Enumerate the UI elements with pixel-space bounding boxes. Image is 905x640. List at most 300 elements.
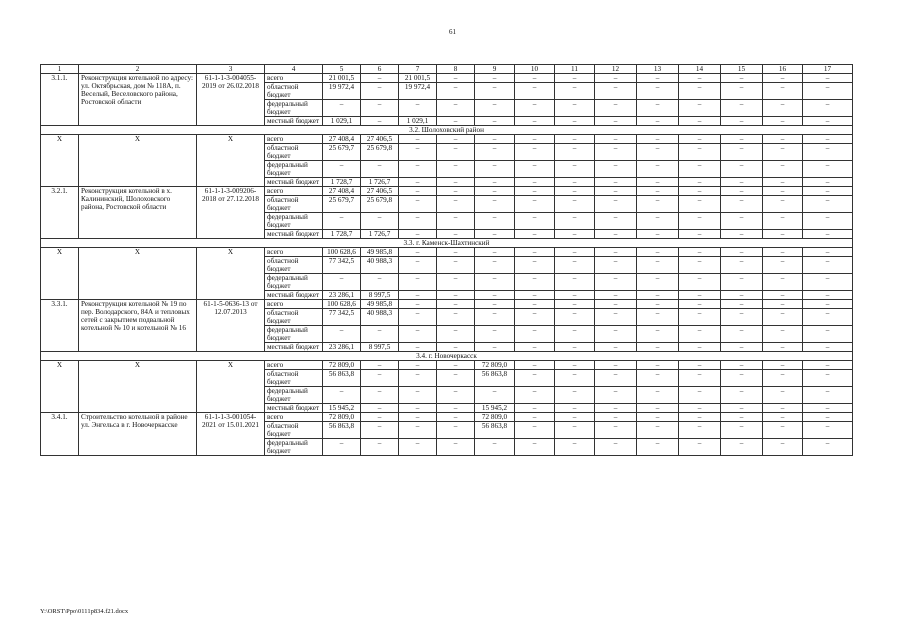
value-cell: – (679, 309, 721, 326)
funding-source-label: местный бюджет (265, 117, 323, 126)
value-cell: – (555, 422, 595, 439)
value-cell: – (721, 291, 763, 300)
value-cell: – (555, 161, 595, 178)
value-cell: – (555, 74, 595, 83)
value-cell: – (361, 161, 399, 178)
value-cell: – (637, 230, 679, 239)
value-cell: – (323, 387, 361, 404)
value-cell: – (679, 361, 721, 370)
value-cell: – (721, 422, 763, 439)
value-cell: – (721, 187, 763, 196)
value-cell: – (475, 74, 515, 83)
value-cell: – (679, 370, 721, 387)
value-cell: – (637, 196, 679, 213)
item-num: X (41, 361, 79, 413)
value-cell: 72 809,0 (475, 413, 515, 422)
header-cell: 4 (265, 65, 323, 74)
value-cell: – (637, 83, 679, 100)
value-cell: – (595, 370, 637, 387)
value-cell: 72 809,0 (323, 413, 361, 422)
header-cell: 13 (637, 65, 679, 74)
value-cell: – (803, 144, 853, 161)
item-name: Реконструкция котельной № 19 по пер. Володарского, 84А и тепловых сетей с закрытием подвальной котельной № 10 и котельной № 16 (79, 300, 197, 352)
funding-source-label: всего (265, 300, 323, 309)
value-cell: – (721, 413, 763, 422)
value-cell: – (637, 413, 679, 422)
value-cell: – (803, 100, 853, 117)
item-code: X (197, 135, 265, 187)
value-cell: – (437, 144, 475, 161)
value-cell: – (679, 387, 721, 404)
value-cell: – (679, 144, 721, 161)
item-name: X (79, 135, 197, 187)
value-cell: – (803, 291, 853, 300)
value-cell: – (637, 100, 679, 117)
value-cell: – (437, 274, 475, 291)
value-cell: – (399, 291, 437, 300)
value-cell: – (679, 404, 721, 413)
value-cell: – (721, 370, 763, 387)
value-cell: – (399, 387, 437, 404)
value-cell: – (637, 370, 679, 387)
value-cell: – (515, 161, 555, 178)
value-cell: 56 863,8 (323, 422, 361, 439)
value-cell: – (399, 361, 437, 370)
value-cell: – (763, 343, 803, 352)
value-cell: – (763, 370, 803, 387)
value-cell: – (437, 83, 475, 100)
value-cell: – (475, 161, 515, 178)
value-cell: – (721, 404, 763, 413)
value-cell: – (515, 144, 555, 161)
value-cell: 49 985,8 (361, 300, 399, 309)
value-cell: – (437, 370, 475, 387)
value-cell: – (595, 144, 637, 161)
value-cell: – (679, 178, 721, 187)
value-cell: – (323, 274, 361, 291)
value-cell: – (437, 326, 475, 343)
value-cell: – (721, 100, 763, 117)
value-cell: – (637, 291, 679, 300)
header-cell: 16 (763, 65, 803, 74)
funding-source-label: всего (265, 74, 323, 83)
value-cell: – (721, 326, 763, 343)
value-cell: – (595, 361, 637, 370)
value-cell: 100 628,6 (323, 300, 361, 309)
item-num: X (41, 135, 79, 187)
value-cell: – (595, 135, 637, 144)
value-cell: 19 972,4 (323, 83, 361, 100)
value-cell: – (399, 300, 437, 309)
value-cell: – (637, 144, 679, 161)
value-cell: – (595, 178, 637, 187)
item-num: X (41, 248, 79, 300)
value-cell: – (721, 161, 763, 178)
value-cell: 27 408,4 (323, 187, 361, 196)
value-cell: – (637, 257, 679, 274)
value-cell: – (361, 422, 399, 439)
value-cell: – (515, 74, 555, 83)
item-num: 3.1.1. (41, 74, 79, 126)
value-cell: – (437, 178, 475, 187)
funding-source-label: местный бюджет (265, 178, 323, 187)
value-cell: – (595, 161, 637, 178)
funding-source-label: областной бюджет (265, 309, 323, 326)
value-cell: – (399, 370, 437, 387)
value-cell: – (475, 230, 515, 239)
value-cell: – (475, 178, 515, 187)
value-cell: 15 945,2 (475, 404, 515, 413)
value-cell: – (515, 361, 555, 370)
value-cell: – (595, 422, 637, 439)
value-cell: – (763, 404, 803, 413)
value-cell: – (555, 413, 595, 422)
value-cell: – (595, 413, 637, 422)
value-cell: – (437, 187, 475, 196)
value-cell: – (763, 361, 803, 370)
table-row (41, 248, 853, 257)
value-cell: – (399, 248, 437, 257)
value-cell: 8 997,5 (361, 291, 399, 300)
value-cell: 40 988,3 (361, 309, 399, 326)
value-cell: – (515, 343, 555, 352)
value-cell: – (399, 404, 437, 413)
value-cell: – (721, 135, 763, 144)
value-cell: 27 408,4 (323, 135, 361, 144)
value-cell: – (637, 248, 679, 257)
funding-source-label: местный бюджет (265, 343, 323, 352)
value-cell: – (721, 387, 763, 404)
table-row (41, 361, 853, 370)
value-cell: – (437, 100, 475, 117)
value-cell: – (555, 257, 595, 274)
value-cell: – (515, 178, 555, 187)
funding-source-label: федеральный бюджет (265, 213, 323, 230)
value-cell: – (803, 422, 853, 439)
value-cell: 19 972,4 (399, 83, 437, 100)
value-cell: – (323, 326, 361, 343)
value-cell: – (555, 135, 595, 144)
value-cell: – (399, 230, 437, 239)
value-cell: – (595, 187, 637, 196)
item-code: X (197, 248, 265, 300)
value-cell: – (763, 413, 803, 422)
value-cell: – (475, 83, 515, 100)
value-cell: – (399, 422, 437, 439)
value-cell: – (721, 117, 763, 126)
value-cell: – (679, 213, 721, 230)
value-cell: – (595, 257, 637, 274)
value-cell: – (721, 196, 763, 213)
value-cell: – (679, 187, 721, 196)
value-cell: – (637, 309, 679, 326)
value-cell: – (555, 187, 595, 196)
value-cell: – (721, 248, 763, 257)
value-cell: – (595, 213, 637, 230)
funding-source-label: всего (265, 248, 323, 257)
value-cell: – (679, 74, 721, 83)
item-code: 61-1-1-3-001054-2021 от 15.01.2021 (197, 413, 265, 456)
value-cell: 25 679,7 (323, 144, 361, 161)
item-num: 3.2.1. (41, 187, 79, 239)
value-cell: – (679, 274, 721, 291)
value-cell: – (803, 74, 853, 83)
value-cell: 72 809,0 (323, 361, 361, 370)
value-cell: – (803, 161, 853, 178)
section-title: 3.3. г. Каменск-Шахтинский (41, 239, 853, 248)
value-cell: – (679, 439, 721, 456)
value-cell: – (475, 291, 515, 300)
value-cell: – (679, 83, 721, 100)
value-cell: – (437, 74, 475, 83)
value-cell: – (437, 117, 475, 126)
value-cell: – (437, 439, 475, 456)
value-cell: – (803, 343, 853, 352)
value-cell: – (555, 300, 595, 309)
value-cell: – (763, 83, 803, 100)
funding-source-label: всего (265, 135, 323, 144)
value-cell: – (437, 343, 475, 352)
value-cell: – (399, 213, 437, 230)
value-cell: – (399, 135, 437, 144)
value-cell: – (515, 404, 555, 413)
table-row (41, 187, 853, 196)
value-cell: – (721, 257, 763, 274)
value-cell: – (721, 83, 763, 100)
value-cell: – (721, 74, 763, 83)
value-cell: – (595, 300, 637, 309)
value-cell: – (515, 370, 555, 387)
item-code: X (197, 361, 265, 413)
value-cell: – (803, 178, 853, 187)
value-cell: – (437, 404, 475, 413)
value-cell: – (721, 309, 763, 326)
value-cell: – (361, 100, 399, 117)
section-title: 3.4. г. Новочеркасск (41, 352, 853, 361)
value-cell: – (763, 74, 803, 83)
value-cell: – (437, 213, 475, 230)
funding-source-label: федеральный бюджет (265, 274, 323, 291)
funding-source-label: областной бюджет (265, 257, 323, 274)
value-cell: – (555, 361, 595, 370)
value-cell: 56 863,8 (475, 370, 515, 387)
item-code: 61-1-1-3-004055-2019 от 26.02.2018 (197, 74, 265, 126)
value-cell: – (475, 300, 515, 309)
value-cell: – (323, 439, 361, 456)
value-cell: – (437, 291, 475, 300)
item-num: 3.4.1. (41, 413, 79, 456)
header-row (41, 65, 853, 74)
value-cell: 1 029,1 (323, 117, 361, 126)
value-cell: – (721, 361, 763, 370)
value-cell: – (803, 230, 853, 239)
value-cell: – (803, 196, 853, 213)
value-cell: – (399, 257, 437, 274)
value-cell: – (679, 248, 721, 257)
table-body (41, 65, 853, 456)
value-cell: 21 001,5 (323, 74, 361, 83)
value-cell: – (475, 257, 515, 274)
value-cell: – (637, 439, 679, 456)
value-cell: – (555, 404, 595, 413)
value-cell: – (679, 326, 721, 343)
value-cell: – (763, 144, 803, 161)
value-cell: – (679, 161, 721, 178)
value-cell: – (637, 300, 679, 309)
funding-source-label: федеральный бюджет (265, 439, 323, 456)
value-cell: – (437, 422, 475, 439)
funding-source-label: федеральный бюджет (265, 161, 323, 178)
funding-source-label: областной бюджет (265, 144, 323, 161)
value-cell: – (721, 343, 763, 352)
value-cell: 40 988,3 (361, 257, 399, 274)
item-name: X (79, 361, 197, 413)
value-cell: – (515, 413, 555, 422)
value-cell: 25 679,7 (323, 196, 361, 213)
header-cell: 17 (803, 65, 853, 74)
value-cell: 1 728,7 (323, 230, 361, 239)
value-cell: – (679, 230, 721, 239)
value-cell: – (323, 161, 361, 178)
value-cell: – (437, 230, 475, 239)
value-cell: – (679, 300, 721, 309)
value-cell: – (595, 404, 637, 413)
funding-source-label: всего (265, 413, 323, 422)
value-cell: – (361, 117, 399, 126)
value-cell: – (803, 187, 853, 196)
item-name: Реконструкция котельной в х. Калининский, Шолоховского района, Ростовской области (79, 187, 197, 239)
value-cell: – (721, 274, 763, 291)
value-cell: – (515, 387, 555, 404)
value-cell: – (803, 117, 853, 126)
value-cell: – (475, 144, 515, 161)
value-cell: – (323, 213, 361, 230)
value-cell: – (555, 343, 595, 352)
value-cell: – (475, 117, 515, 126)
value-cell: – (803, 404, 853, 413)
value-cell: – (595, 291, 637, 300)
value-cell: – (721, 144, 763, 161)
value-cell: – (595, 117, 637, 126)
value-cell: – (763, 439, 803, 456)
header-cell: 2 (79, 65, 197, 74)
value-cell: – (721, 178, 763, 187)
value-cell: – (437, 257, 475, 274)
value-cell: – (595, 196, 637, 213)
value-cell: – (437, 135, 475, 144)
header-cell: 8 (437, 65, 475, 74)
value-cell: – (361, 274, 399, 291)
table-row (41, 74, 853, 83)
value-cell: – (399, 413, 437, 422)
value-cell: – (475, 387, 515, 404)
value-cell: – (475, 213, 515, 230)
value-cell: 77 342,5 (323, 257, 361, 274)
value-cell: – (763, 161, 803, 178)
value-cell: – (803, 413, 853, 422)
table-row (41, 135, 853, 144)
header-cell: 7 (399, 65, 437, 74)
value-cell: – (361, 74, 399, 83)
value-cell: – (637, 178, 679, 187)
value-cell: – (637, 326, 679, 343)
value-cell: – (803, 135, 853, 144)
value-cell: – (595, 230, 637, 239)
value-cell: 1 029,1 (399, 117, 437, 126)
value-cell: – (515, 326, 555, 343)
value-cell: – (803, 326, 853, 343)
value-cell: – (679, 117, 721, 126)
value-cell: 23 286,1 (323, 291, 361, 300)
value-cell: – (637, 361, 679, 370)
value-cell: – (803, 213, 853, 230)
value-cell: – (437, 300, 475, 309)
funding-source-label: областной бюджет (265, 422, 323, 439)
value-cell: 1 728,7 (323, 178, 361, 187)
value-cell: – (763, 326, 803, 343)
value-cell: – (399, 274, 437, 291)
value-cell: – (515, 135, 555, 144)
value-cell: – (555, 326, 595, 343)
section-row (41, 126, 853, 135)
value-cell: – (637, 404, 679, 413)
value-cell: 100 628,6 (323, 248, 361, 257)
budget-table (40, 64, 853, 456)
value-cell: – (803, 361, 853, 370)
value-cell: – (679, 135, 721, 144)
value-cell: – (595, 387, 637, 404)
value-cell: 77 342,5 (323, 309, 361, 326)
value-cell: – (399, 326, 437, 343)
section-title: 3.2. Шолоховский район (41, 126, 853, 135)
value-cell: – (361, 370, 399, 387)
value-cell: 23 286,1 (323, 343, 361, 352)
value-cell: – (515, 257, 555, 274)
value-cell: – (555, 387, 595, 404)
value-cell: – (515, 230, 555, 239)
value-cell: – (763, 300, 803, 309)
value-cell: – (763, 291, 803, 300)
value-cell: – (763, 387, 803, 404)
value-cell: – (555, 291, 595, 300)
value-cell: – (803, 387, 853, 404)
value-cell: – (515, 291, 555, 300)
value-cell: – (595, 83, 637, 100)
value-cell: – (515, 422, 555, 439)
value-cell: – (475, 343, 515, 352)
value-cell: – (555, 230, 595, 239)
value-cell: – (595, 274, 637, 291)
value-cell: – (437, 309, 475, 326)
value-cell: – (803, 257, 853, 274)
value-cell: 56 863,8 (323, 370, 361, 387)
value-cell: – (637, 135, 679, 144)
value-cell: – (475, 439, 515, 456)
value-cell: – (437, 413, 475, 422)
value-cell: – (637, 74, 679, 83)
value-cell: – (595, 309, 637, 326)
value-cell: – (475, 187, 515, 196)
value-cell: 8 997,5 (361, 343, 399, 352)
value-cell: – (515, 300, 555, 309)
value-cell: – (679, 257, 721, 274)
header-cell: 9 (475, 65, 515, 74)
value-cell: – (361, 387, 399, 404)
value-cell: 1 726,7 (361, 178, 399, 187)
value-cell: – (515, 83, 555, 100)
value-cell: – (679, 422, 721, 439)
value-cell: – (399, 144, 437, 161)
